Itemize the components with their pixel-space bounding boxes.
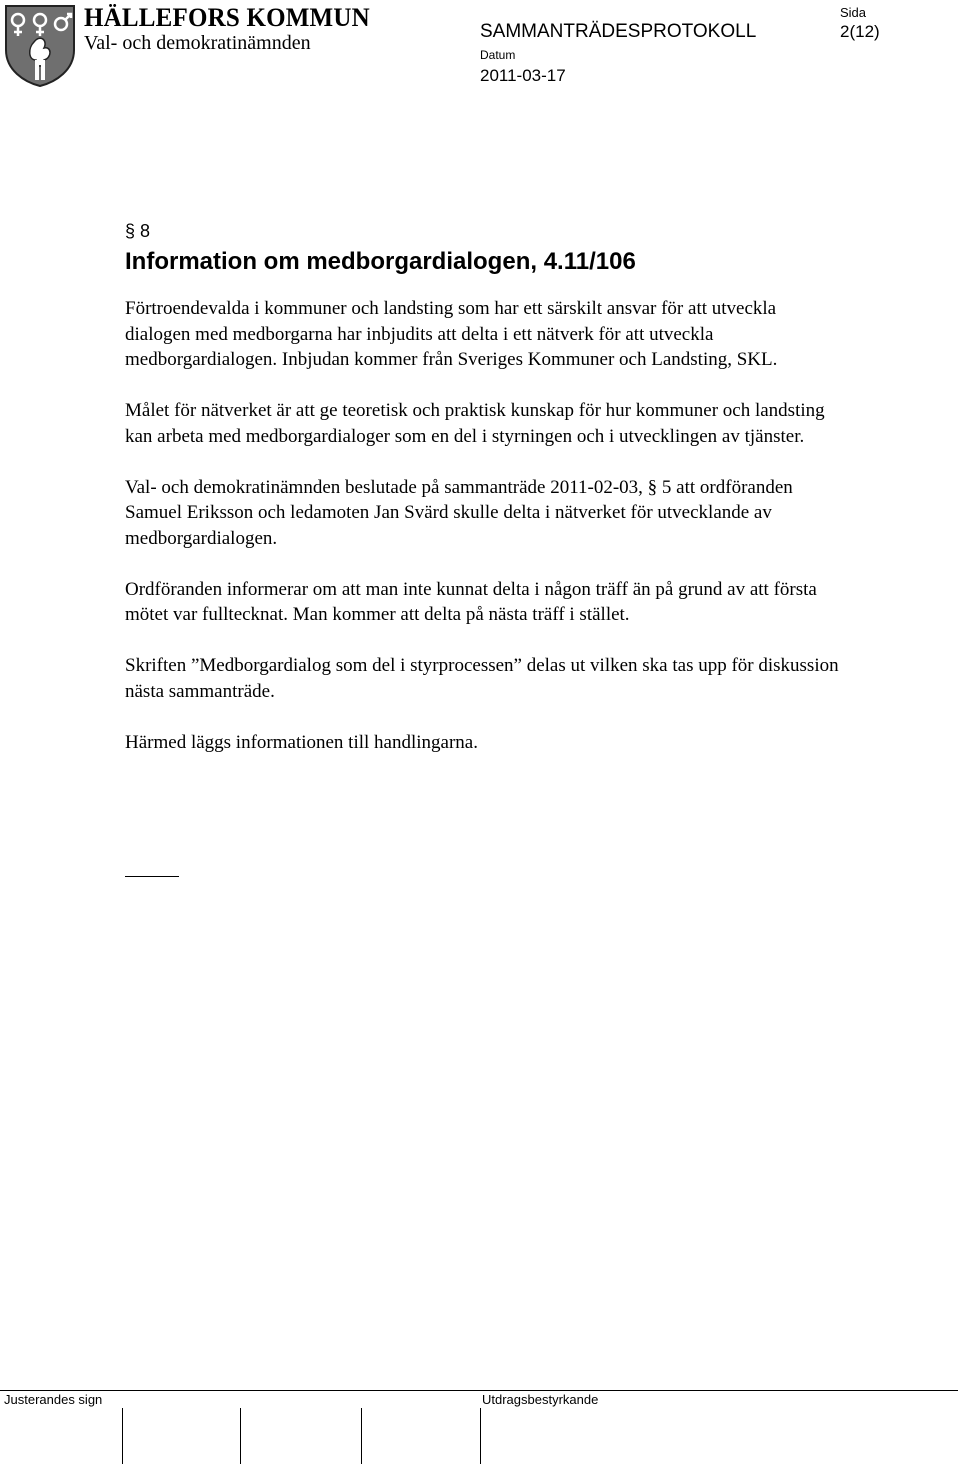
extract-certification-label: Utdragsbestyrkande xyxy=(482,1392,599,1407)
body-paragraph: Härmed läggs informationen till handlingarna. xyxy=(125,731,478,753)
footer-divider xyxy=(0,1390,958,1391)
organization-name: HÄLLEFORS KOMMUN xyxy=(84,4,370,33)
paragraph-number: § 8 xyxy=(125,221,151,241)
document-type: SAMMANTRÄDESPROTOKOLL xyxy=(480,21,757,42)
section-body xyxy=(125,296,845,781)
signature-field-divider xyxy=(361,1408,362,1464)
coat-of-arms-icon xyxy=(4,4,76,88)
date-label: Datum xyxy=(480,48,516,62)
signature-field-divider xyxy=(480,1408,481,1464)
signature-field-divider xyxy=(240,1408,241,1464)
page-label: Sida xyxy=(840,5,867,20)
body-paragraph: Skriften ”Medborgardialog som del i styrprocessen” delas ut vilken ska tas upp för diskussion nästa sammanträde. xyxy=(125,655,839,702)
body-paragraph: Målet för nätverket är att ge teoretisk och praktisk kunskap för hur kommuner och landsting kan arbeta med medborgardialoger som en del i styrningen och i utvecklingen av tjänster. xyxy=(125,400,825,447)
body-paragraph: Val- och demokratinämnden beslutade på sammanträde 2011-02-03, § 5 att ordföranden Samuel Eriksson och ledamoten Jan Svärd skulle delta i nätverket för utvecklande av medborgardialogen. xyxy=(125,476,793,549)
section-end-mark xyxy=(125,876,179,877)
signature-field-divider xyxy=(122,1408,123,1464)
page-number: 2(12) xyxy=(840,22,880,41)
date-value: 2011-03-17 xyxy=(480,66,566,85)
organization-unit: Val- och demokratinämnden xyxy=(84,32,311,54)
body-paragraph: Ordföranden informerar om att man inte kunnat delta i någon träff än på grund av att första mötet var fulltecknat. Man kommer att delta på nästa träff i stället. xyxy=(125,578,817,625)
section-title: Information om medborgardialogen, 4.11/106 xyxy=(125,248,636,275)
adjuster-sign-label: Justerandes sign xyxy=(4,1392,103,1407)
body-paragraph: Förtroendevalda i kommuner och landsting som har ett särskilt ansvar för att utveckla dialogen med medborgarna har inbjudits att delta i ett nätverk för att utveckla medborgardialogen. Inbjudan kommer från Sveriges Kommuner och Landsting, SKL. xyxy=(125,298,778,370)
